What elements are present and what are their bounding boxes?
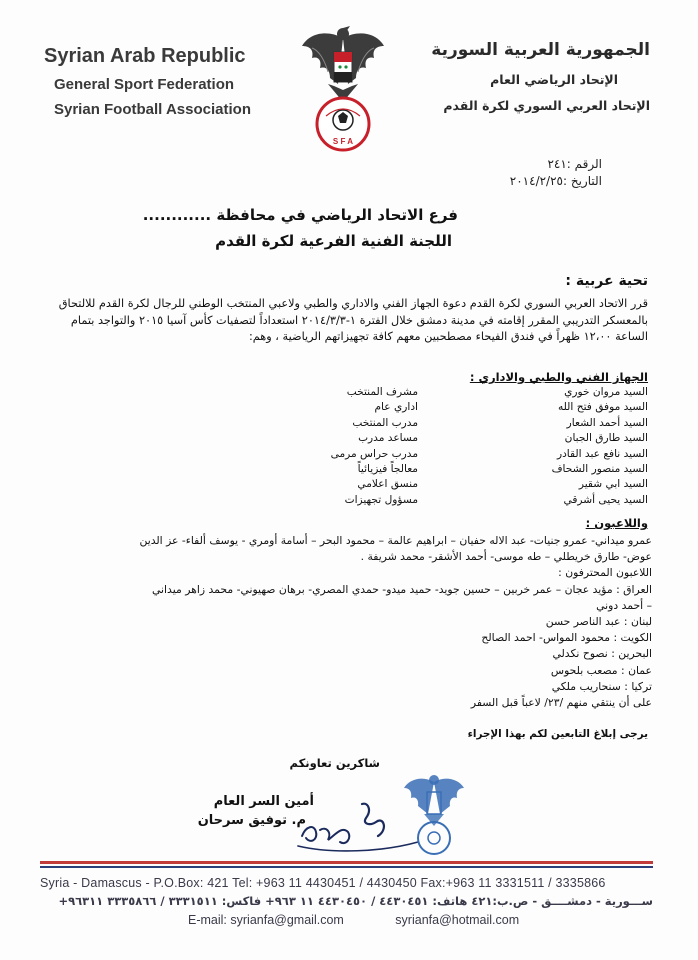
header-english-federation: General Sport Federation xyxy=(54,76,235,93)
footer-email xyxy=(188,913,519,927)
header-arabic-association: الإتحاد العربي السوري لكرة القدم xyxy=(443,98,650,113)
staff-role: منسق اعلامي xyxy=(357,478,418,491)
footer-english-address: Syria - Damascus - P.O.Box: 421 Tel: +963 11 4430451 / 4430450 Fax:+963 11 3331511 / 3335866 xyxy=(40,876,606,890)
greeting: تحية عربية : xyxy=(565,273,648,289)
staff-row xyxy=(248,431,648,446)
letter-date: التاريخ :٢٠١٤/٢/٢٥ xyxy=(509,174,602,188)
players-line: عوض- طارق خريطلي – طه موسى- أحمد الأشقر- محمد شريفة . xyxy=(360,550,652,564)
staff-role: مسؤول تجهيزات xyxy=(344,493,418,506)
staff-role: مدرب المنتخب xyxy=(352,416,418,429)
header-arabic-federation: الإتحاد الرياضي العام xyxy=(490,72,618,87)
players-line: تركيا : سنحاريب ملكي xyxy=(551,679,652,693)
players-line: على أن ينتقي منهم /٢٣/ لاعباً قبل السفر xyxy=(470,696,652,710)
staff-row xyxy=(248,416,648,431)
footer-rule-blue xyxy=(40,866,653,868)
thanks-line: شاكرين تعاونكم xyxy=(289,756,380,770)
staff-list xyxy=(248,385,648,508)
body-paragraph: قرر الاتحاد العربي السوري لكرة القدم دعوة الجهاز الفني والاداري والطبي ولاعبي المنتخب الوطني للرجال لكرة القدم للالتحاق بالمعسكر التدريبي المقرر إقامته في مدينة دمشق خلال الفترة ١-٢٠١٤/٣/٣ استعداداً لتصفيات كأس آسيا ٢٠١٥ والتواجد بتمام الساعة ١٢،٠٠ ظهراً في فندق الفيحاء مصطحبين معهم كافة تجهيزاتهم الرياضية ، وهم: xyxy=(58,297,648,343)
sfa-eagle-logo xyxy=(298,24,388,156)
logo-letters: S F A xyxy=(332,137,354,146)
signatory-title: أمين السر العام xyxy=(213,794,314,809)
staff-name: السيد نافع عبد القادر xyxy=(556,447,648,460)
addressee-line-2: اللجنة الفنية الفرعية لكرة القدم xyxy=(215,232,452,250)
staff-row xyxy=(248,447,648,462)
staff-role: مدرب حراس مرمى xyxy=(330,447,418,460)
staff-name: السيد موفق فتح الله xyxy=(558,401,648,414)
email-gmail-link[interactable]: syrianfa@gmail.com xyxy=(230,913,344,927)
staff-row xyxy=(248,493,648,508)
players-line: اللاعبون المحترفون : xyxy=(558,566,652,580)
staff-role: مشرف المنتخب xyxy=(346,386,418,398)
staff-name: السيد منصور الشحاف xyxy=(551,463,648,476)
staff-row xyxy=(248,385,648,400)
staff-role: معالجاً فيزيائياً xyxy=(357,463,418,476)
staff-role: مساعد مدرب xyxy=(358,432,418,445)
staff-row xyxy=(248,477,648,492)
staff-name: السيد يحيى أشرقي xyxy=(563,493,648,506)
header-arabic-title: الجمهورية العربية السورية xyxy=(431,40,650,60)
notify-instruction: يرجى إبلاغ التابعين لكم بهذا الإجراء xyxy=(467,728,648,740)
staff-name: السيد ابي شقير xyxy=(578,478,648,491)
staff-row xyxy=(248,462,648,477)
staff-name: السيد مروان خوري xyxy=(564,386,648,398)
header-english-title: Syrian Arab Republic xyxy=(44,45,246,67)
players-line: العراق : مؤيد عجان – عمر خربين – حسين جويد- حميد ميدو- حمدي المصري- برهان صهيوني- محمد زاهر ميداني xyxy=(152,582,652,596)
players-line: عمان : مصعب بلحوس xyxy=(550,663,652,677)
players-line: البحرين : نصوح نكدلي xyxy=(552,647,652,661)
players-line: عمرو ميداني- عمرو جنيات- عبد الاله حفيان – ابراهيم عالمة – محمود البحر – أسامة أومري - يوسف ألفاء- عز الدين xyxy=(139,534,652,547)
header-english-association: Syrian Football Association xyxy=(54,101,251,118)
players-heading: واللاعبون : xyxy=(585,516,648,530)
staff-row xyxy=(248,400,648,415)
staff-name: السيد أحمد الشعار xyxy=(566,416,648,429)
footer-arabic-address: ســـورية - دمشــــق - ص.ب:٤٢١ هاتف: ٤٤٣٠٤٥١ / ٤٤٣٠٤٥٠ ١١ ٩٦٣+ فاكس: ٣٣٣١٥١١ / ٣٣٣٥٨٦٦ ٩٦٣١١+ xyxy=(58,894,653,908)
staff-name: السيد طارق الجبان xyxy=(564,432,648,445)
players-line: الكويت : محمود المواس- احمد الصالح xyxy=(481,631,652,645)
email-hotmail-link[interactable]: syrianfa@hotmail.com xyxy=(395,913,520,927)
footer-rule-red xyxy=(40,861,653,864)
staff-heading: الجهاز الفني والطبي والاداري : xyxy=(469,370,648,384)
addressee-line-1: فرع الاتحاد الرياضي في محافظة ............ xyxy=(142,206,458,224)
players-line: لبنان : عبد الناصر حسن xyxy=(545,615,652,629)
email-label: E-mail: xyxy=(188,913,227,927)
players-line: – أحمد دوني xyxy=(596,598,652,612)
signatory-name: م. توفيق سرحان xyxy=(197,813,306,828)
players-list xyxy=(42,533,652,711)
official-stamp xyxy=(398,772,470,858)
staff-role: اداري عام xyxy=(374,401,418,414)
reference-number: الرقم :٢٤١ xyxy=(547,157,602,171)
